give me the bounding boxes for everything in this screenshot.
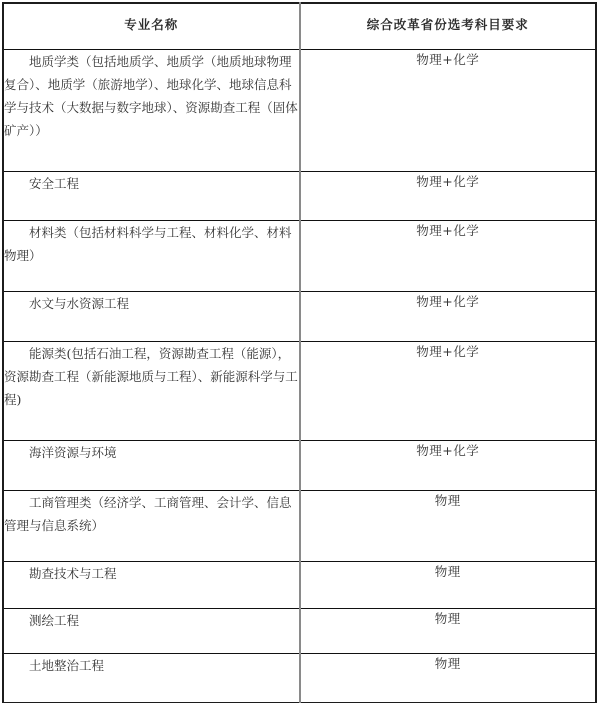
table-row — [3, 653, 596, 703]
major-name-cell — [3, 561, 300, 608]
major-name-cell — [3, 171, 300, 220]
major-name-column-header: 专业名称 — [3, 3, 300, 49]
requirement-cell: 物理 — [300, 608, 597, 653]
major-name-text: 水文与水资源工程 — [29, 295, 130, 311]
requirement-cell: 物理+化学 — [300, 220, 597, 291]
major-name-text: 材料类（包括材料科学与工程、材料化学、材料物理） — [4, 224, 292, 263]
table-row — [3, 341, 596, 440]
major-name-cell — [3, 490, 300, 561]
major-name-cell — [3, 440, 300, 490]
major-name-text: 能源类(包括石油工程，资源勘查工程（能源），资源勘查工程（新能源地质与工程）、新能源科学与工程) — [4, 345, 298, 407]
requirement-cell: 物理+化学 — [300, 291, 597, 341]
major-name-cell — [3, 49, 300, 171]
table-row — [3, 220, 596, 291]
major-name-cell — [3, 608, 300, 653]
requirement-cell: 物理+化学 — [300, 49, 597, 171]
major-name-cell — [3, 341, 300, 440]
major-name-cell — [3, 220, 300, 291]
major-name-text: 测绘工程 — [29, 612, 80, 628]
table-row — [3, 440, 596, 490]
major-name-cell — [3, 653, 300, 703]
requirement-cell: 物理 — [300, 561, 597, 608]
major-name-text: 海洋资源与环境 — [29, 444, 117, 460]
requirement-column-header: 综合改革省份选考科目要求 — [300, 3, 597, 49]
table-header-row — [3, 3, 596, 49]
major-name-text: 土地整治工程 — [29, 657, 105, 673]
major-name-text: 地质学类（包括地质学、地质学（地质地球物理复合）、地质学（旅游地学）、地球化学、地球信息科学与技术（大数据与数字地球）、资源勘查工程（固体矿产）） — [4, 53, 298, 138]
requirement-cell: 物理+化学 — [300, 341, 597, 440]
major-name-text: 勘查技术与工程 — [29, 565, 117, 581]
subject-requirements-table — [2, 2, 597, 703]
table-row — [3, 291, 596, 341]
table-row — [3, 171, 596, 220]
requirement-cell: 物理 — [300, 490, 597, 561]
table-row — [3, 490, 596, 561]
table-row — [3, 608, 596, 653]
major-name-text: 安全工程 — [29, 175, 80, 191]
major-name-text: 工商管理类（经济学、工商管理、会计学、信息管理与信息系统） — [4, 494, 292, 533]
table-row — [3, 49, 596, 171]
table-row — [3, 561, 596, 608]
requirement-cell: 物理 — [300, 653, 597, 703]
requirement-cell: 物理+化学 — [300, 171, 597, 220]
requirement-cell: 物理+化学 — [300, 440, 597, 490]
major-name-cell — [3, 291, 300, 341]
